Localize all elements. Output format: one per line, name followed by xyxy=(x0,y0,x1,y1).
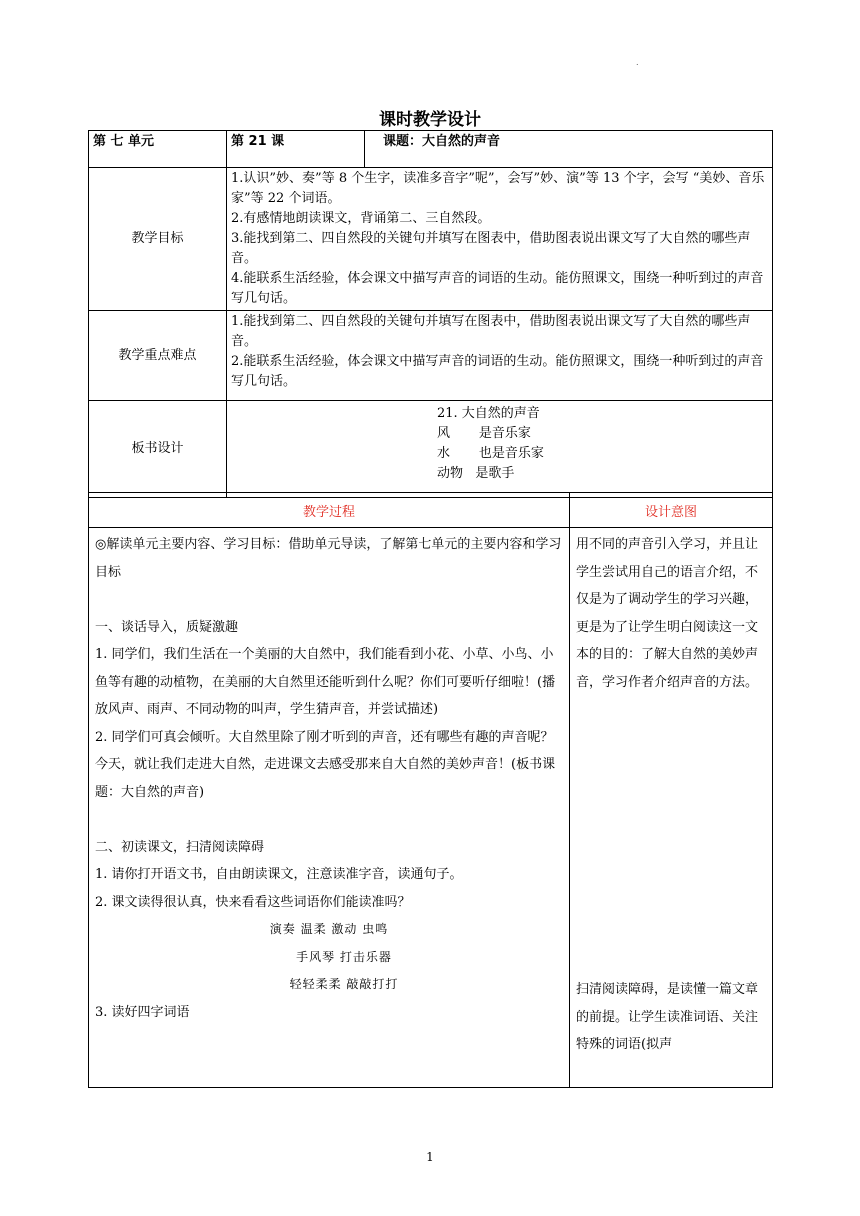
lesson-info-table xyxy=(88,130,773,498)
board-line: 水 也是音乐家 xyxy=(437,446,544,461)
vocab-line: 手风琴 打击乐器 xyxy=(296,949,392,964)
vocab-line: 演奏 温柔 激动 虫鸣 xyxy=(269,922,389,936)
goal-item: 1.认识”妙、奏”等 8 个生字，读准多音字”呢”，会写”妙、演”等 13 个字，会写 “美妙、音乐家”等 22 个词语。 xyxy=(231,171,765,206)
lesson-cell: 第 21 课 xyxy=(227,131,365,168)
vocab-line: 轻轻柔柔 敲敲打打 xyxy=(289,977,399,991)
topic-cell: 课题：大自然的声音 xyxy=(365,131,773,168)
goals-content xyxy=(227,168,773,311)
unit-intro-paragraph: ◎解读单元主要内容、学习目标：借助单元导读，了解第七单元的主要内容和学习目标 xyxy=(95,537,562,580)
process-content xyxy=(89,528,570,1088)
board-line: 21. 大自然的声音 xyxy=(437,406,540,421)
keypoints-label: 教学重点难点 xyxy=(89,311,227,401)
goal-item: 3.能找到第二、四自然段的关键句并填写在图表中，借助图表说出课文写了大自然的哪些声音。 xyxy=(231,231,751,266)
board-label: 板书设计 xyxy=(89,401,227,498)
process-header: 教学过程 xyxy=(89,493,570,528)
process-paragraph: 2. 课文读得很认真，快来看看这些词语你们能读准吗？ xyxy=(95,894,411,910)
section-title: 一、谈话导入，质疑激趣 xyxy=(95,619,239,635)
process-paragraph: 2. 同学们可真会倾听。大自然里除了刚才听到的声音，还有哪些有趣的声音呢？今天，就让我们走进大自然，走进课文去感受那来自大自然的美妙声音！(板书课题：大自然的声音) xyxy=(95,729,556,800)
unit-cell: 第 七 单元 xyxy=(89,131,227,168)
process-table xyxy=(88,492,773,1088)
intent-content xyxy=(570,528,773,1088)
board-content xyxy=(227,401,773,498)
page-dot-mark: . xyxy=(636,58,639,67)
process-paragraph: 1. 同学们，我们生活在一个美丽的大自然中，我们能看到小花、小草、小鸟、小鱼等有趣的动植物，在美丽的大自然里还能听到什么呢？你们可要听仔细啦！(播放风声、雨声、不同动物的叫声，学生猜声音，并尝试描述) xyxy=(95,647,556,717)
keypoints-content xyxy=(227,311,773,401)
intent-paragraph: 用不同的声音引入学习，并且让学生尝试用自己的语言介绍，不仅是为了调动学生的学习兴趣，更是为了让学生明白阅读这一文本的目的：了解大自然的美妙声音，学习作者介绍声音的方法。 xyxy=(576,537,759,690)
keypoint-item: 2.能联系生活经验，体会课文中描写声音的词语的生动。能仿照课文，围绕一种听到过的声音写几句话。 xyxy=(231,354,764,389)
goal-item: 2.有感情地朗读课文，背诵第二、三自然段。 xyxy=(231,211,491,226)
board-line: 风 是音乐家 xyxy=(437,426,531,441)
page-number: 1 xyxy=(426,1150,434,1164)
goal-item: 4.能联系生活经验，体会课文中描写声音的词语的生动。能仿照课文，围绕一种听到过的声音写几句话。 xyxy=(231,271,764,306)
section-title: 二、初读课文，扫清阅读障碍 xyxy=(95,839,265,855)
document-title: 课时教学设计 xyxy=(379,110,481,130)
keypoint-item: 1.能找到第二、四自然段的关键句并填写在图表中，借助图表说出课文写了大自然的哪些声音。 xyxy=(231,314,751,349)
intent-paragraph: 扫清阅读障碍，是读懂一篇文章的前提。让学生读准词语、关注特殊的词语(拟声 xyxy=(576,982,759,1052)
board-line: 动物 是歌手 xyxy=(437,466,515,481)
process-paragraph: 1. 请你打开语文书，自由朗读课文，注意读准字音，读通句子。 xyxy=(95,867,463,882)
process-paragraph: 3. 读好四字词语 xyxy=(95,1004,190,1020)
intent-header: 设计意图 xyxy=(570,493,773,528)
goals-label: 教学目标 xyxy=(89,168,227,311)
